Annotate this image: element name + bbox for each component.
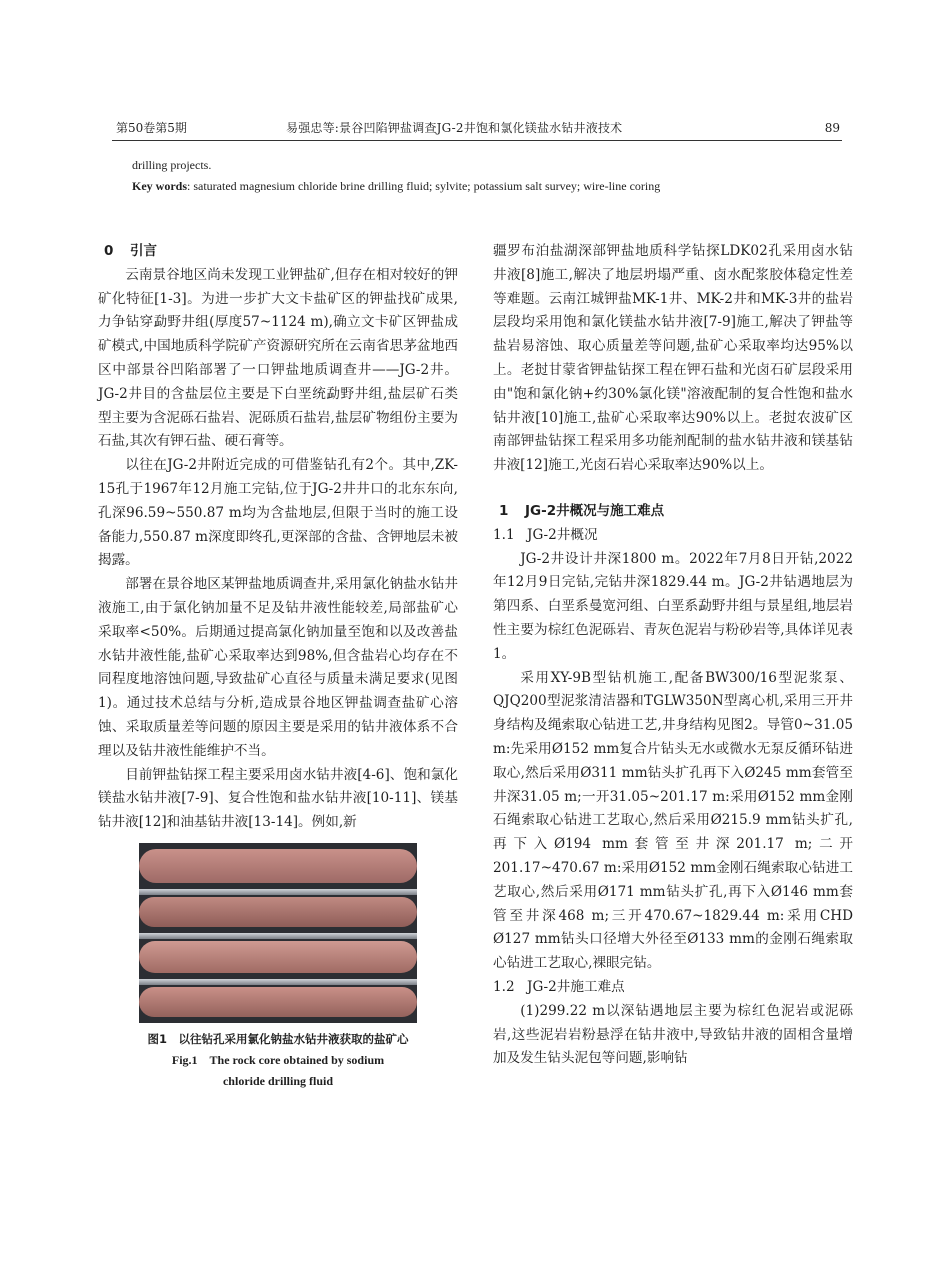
figure-1 <box>98 843 458 1092</box>
paragraph: 采用XY-9B型钻机施工,配备BW300/16型泥浆泵、QJQ200型泥浆清洁器和TGLW350N型离心机,采用三开井身结构及绳索取心钻进工艺,井身结构见图2。导管0~31.05 m:先采用Ø152 mm复合片钻头无水或微水无泵反循环钻进取心,然后采用Ø311 mm钻头扩孔再下入Ø245 mm套管至井深31.05 m;一开31.05~201.17 m:采用Ø152 mm金刚石绳索取心钻进工艺取心,然后采用Ø215.9 mm钻头扩孔,再下入Ø194 mm套管至井深201.17 m;二开201.17~470.67 m:采用Ø152 mm金刚石绳索取心钻进工艺取心,然后采用Ø171 mm钻头扩孔,再下入Ø146 mm套管至井深468 m;三开470.67~1829.44 m:采用CHD Ø127 mm钻头口径增大外径至Ø133 mm的金刚石绳索取心钻进工艺取心,裸眼完钻。 <box>493 669 853 972</box>
paragraph: 目前钾盐钻探工程主要采用卤水钻井液[4-6]、饱和氯化镁盐水钻井液[7-9]、复合性饱和盐水钻井液[10-11]、镁基钻井液[12]和油基钻井液[13-14]。例如,新 <box>98 766 458 831</box>
paragraph: 疆罗布泊盐湖深部钾盐地质科学钻探LDK02孔采用卤水钻井液[8]施工,解决了地层坍塌严重、卤水配浆胶体稳定性差等难题。云南江城钾盐MK-1井、MK-2井和MK-3井的盐岩层段均采用饱和氯化镁盐水钻井液[7-9]施工,解决了钾盐等盐岩易溶蚀、取心质量差等问题,盐矿心采取率均达95%以上。老挝甘蒙省钾盐钻探工程在钾石盐和光卤石矿层段采用由"饱和氯化钠+约30%氯化镁"溶液配制的复合性饱和盐水钻井液[10]施工,盐矿心采取率达90%以上。老挝农波矿区南部钾盐钻探工程采用多功能剂配制的盐水钻井液和镁基钻井液[12]施工,光卤石岩心采取率达90%以上。 <box>493 243 853 474</box>
page-number: 89 <box>824 121 840 135</box>
journal-issue: 第50卷第5期 <box>116 121 187 135</box>
figure-caption-cn: 图1 以往钻孔采用氯化钠盐水钻井液获取的盐矿心 <box>147 1031 409 1046</box>
paragraph: (1)299.22 m以深钻遇地层主要为棕红色泥岩或泥砾岩,这些泥岩岩粉悬浮在钻井液中,导致钻井液的固相含量增加及发生钻头泥包等问题,影响钻 <box>493 1002 853 1067</box>
running-header <box>112 118 842 141</box>
figure-caption-en-2: chloride drilling fluid <box>222 1073 333 1088</box>
figure-caption-en-1: Fig.1 The rock core obtained by sodium <box>171 1052 385 1067</box>
running-title: 易强忠等:景谷凹陷钾盐调查JG-2井饱和氯化镁盐水钻井液技术 <box>286 121 623 135</box>
right-column <box>493 240 853 1071</box>
rock-core-photo <box>139 843 417 1023</box>
paragraph: 以往在JG-2井附近完成的可借鉴钻孔有2个。其中,ZK-15孔于1967年12月施工完钻,位于JG-2井井口的北东东向,孔深96.59~550.87 m均为含盐地层,但限于当时的施工设备能力,550.87 m深度即终孔,更深部的含盐、含钾地层未被揭露。 <box>98 457 458 569</box>
paragraph: JG-2井设计井深1800 m。2022年7月8日开钻,2022年12月9日完钻,完钻井深1829.44 m。JG-2井钻遇地层为第四系、白垩系曼宽河组、白垩系勐野井组与景星组,地层岩性主要为棕红色泥砾岩、青灰色泥岩与粉砂岩等,具体详见表1。 <box>493 550 853 662</box>
subsection-heading-1-1: 1.1 JG-2井概况 <box>493 526 598 543</box>
section-heading-1: 1 JG-2井概况与施工难点 <box>499 502 665 519</box>
paragraph: 部署在景谷地区某钾盐地质调查井,采用氯化钠盐水钻井液施工,由于氯化钠加量不足及钻井液性能较差,局部盐矿心采取率<50%。后期通过提高氯化钠加量至饱和以及改善盐水钻井液性能,盐矿心采取率达到98%,但含盐岩心均存在不同程度地溶蚀问题,导致盐矿心直径与质量未满足要求(见图1)。通过技术总结与分析,造成景谷地区钾盐调查盐矿心溶蚀、采取质量差等问题的原因主要是采用的钻井液体系不合理以及钻井液性能维护不当。 <box>98 576 458 759</box>
keywords-line <box>132 179 660 194</box>
keywords-label: Key words <box>132 179 187 193</box>
section-heading-intro: 0 引言 <box>104 243 157 259</box>
subsection-heading-1-2: 1.2 JG-2井施工难点 <box>493 978 625 995</box>
left-column <box>98 240 458 1092</box>
abstract-tail: drilling projects. <box>132 158 212 172</box>
keywords-text: : saturated magnesium chloride brine drilling fluid; sylvite; potassium salt survey; wire-line coring <box>187 179 661 193</box>
paragraph: 云南景谷地区尚未发现工业钾盐矿,但存在相对较好的钾矿化特征[1-3]。为进一步扩大文卡盐矿区的钾盐找矿成果,力争钻穿勐野井组(厚度57~1124 m),确立文卡矿区钾盐成矿模式,中国地质科学院矿产资源研究所在云南省思茅盆地西区中部景谷凹陷部署了一口钾盐地质调查井——JG-2井。JG-2井目的含盐层位主要是下白垩统勐野井组,盐层矿石类型主要为含泥砾石盐岩、泥砾质石盐岩,盐层矿物组份主要为石盐,其次有钾石盐、硬石膏等。 <box>98 266 458 450</box>
